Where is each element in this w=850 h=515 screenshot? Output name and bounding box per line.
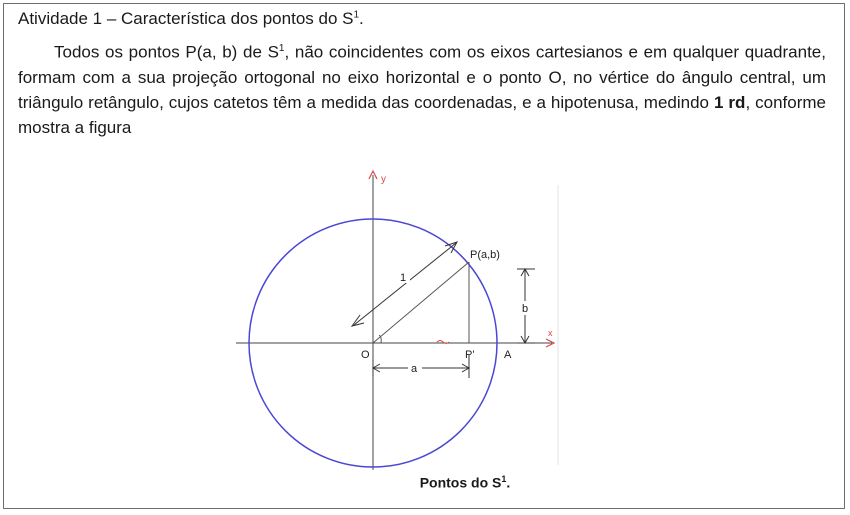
radius-arrow-start — [352, 315, 364, 326]
radius-label: 1 — [400, 272, 407, 284]
a-label: a — [411, 363, 418, 375]
unit-circle-figure — [230, 165, 570, 475]
b-label: b — [522, 303, 529, 315]
figure-caption: Pontos do $S^1$. — [419, 474, 511, 491]
projection-label: P' — [465, 349, 475, 361]
hypotenuse-line — [373, 262, 469, 343]
y-axis-label: y — [381, 174, 386, 185]
radius-dimension-line — [354, 243, 456, 325]
x-axis-label: x — [548, 328, 553, 338]
point-a-label: A — [504, 349, 512, 361]
point-p-label: P(a,b) — [470, 249, 500, 261]
bold-measure: 1 rd — [714, 92, 746, 112]
activity-title: Atividade 1 – Característica dos pontos do $S^1$. — [18, 9, 364, 28]
origin-label: O — [361, 349, 370, 361]
activity-paragraph: Todos os pontos P(a, b) de $S^1$, não coincidentes com os eixos cartesianos e em qualquer quadrante, formam com a sua projeção ortogonal no eixo horizontal e o ponto O, no vértice do ângulo central, um triângulo retângulo, cujos catetos têm a medida das coordenadas, e a hipotenusa, medindo 1 rd, conforme mostra a figura — [18, 42, 826, 137]
unit-circle-diagram — [230, 165, 570, 475]
